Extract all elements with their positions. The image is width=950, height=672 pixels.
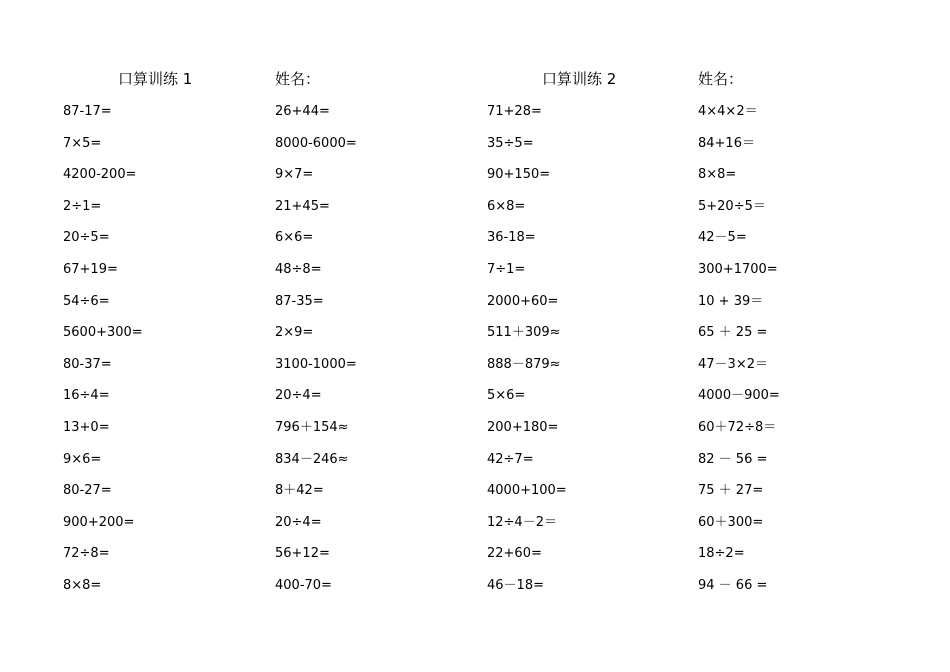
- problem-item: 82 － 56 =: [698, 451, 768, 467]
- sheet-2-problem-column-1: [487, 101, 677, 607]
- problem-item: 7÷1=: [487, 261, 526, 277]
- problem-item: 4000+100=: [487, 483, 567, 499]
- problem-item: 5+20÷5＝: [698, 198, 766, 214]
- problem-item: 8000-6000=: [275, 135, 357, 151]
- problem-item: 4000－900=: [698, 388, 780, 404]
- problem-item: 26+44=: [275, 104, 330, 119]
- problem-item: 7×5=: [63, 135, 102, 151]
- problem-item: 3100-1000=: [275, 356, 357, 372]
- problem-item: 67+19=: [63, 261, 118, 277]
- problem-item: 888－879≈: [487, 356, 561, 372]
- problem-item: 56+12=: [275, 546, 330, 562]
- problem-item: 21+45=: [275, 198, 330, 214]
- problem-item: 2000+60=: [487, 293, 559, 309]
- problem-item: 8＋42=: [275, 483, 324, 499]
- problem-item: 80-27=: [63, 483, 112, 499]
- problem-item: 8×8=: [698, 167, 737, 183]
- problem-item: 20÷4=: [275, 514, 322, 530]
- problem-item: 10 + 39＝: [698, 293, 764, 309]
- problem-item: 90+150=: [487, 167, 551, 183]
- problem-item: 6×6=: [275, 230, 314, 246]
- problem-item: 13+0=: [63, 419, 110, 435]
- problem-item: 47－3×2＝: [698, 356, 768, 372]
- sheet-1-problem-column-2: [275, 101, 465, 607]
- problem-item: 511＋309≈: [487, 325, 561, 341]
- problem-item: 54÷6=: [63, 293, 110, 309]
- problem-item: 48÷8=: [275, 261, 322, 277]
- problem-item: 20÷5=: [63, 230, 110, 246]
- problem-item: 94 － 66 =: [698, 577, 768, 593]
- problem-item: 71+28=: [487, 104, 542, 119]
- sheet-2-name-label: 姓名：: [698, 70, 744, 88]
- problem-item: 2×9=: [275, 325, 314, 341]
- problem-item: 36-18=: [487, 230, 536, 246]
- problem-item: 35÷5=: [487, 135, 534, 151]
- problem-item: 9×7=: [275, 167, 314, 183]
- problem-item: 2÷1=: [63, 198, 102, 214]
- problem-item: 84+16＝: [698, 135, 755, 151]
- problem-item: 4×4×2＝: [698, 104, 758, 119]
- sheet-2-title: 口算训练 2: [542, 70, 617, 88]
- problem-item: 80-37=: [63, 356, 112, 372]
- problem-item: 8×8=: [63, 577, 102, 593]
- problem-item: 60＋300=: [698, 514, 764, 530]
- sheet-2-problem-column-2: [698, 101, 888, 607]
- problem-item: 65 ＋ 25 =: [698, 325, 768, 341]
- problem-item: 60＋72÷8＝: [698, 419, 777, 435]
- problem-item: 5×6=: [487, 388, 526, 404]
- problem-item: 6×8=: [487, 198, 526, 214]
- problem-item: 72÷8=: [63, 546, 110, 562]
- problem-item: 9×6=: [63, 451, 102, 467]
- problem-item: 400-70=: [275, 577, 332, 593]
- problem-item: 20÷4=: [275, 388, 322, 404]
- problem-item: 900+200=: [63, 514, 135, 530]
- problem-item: 834－246≈: [275, 451, 349, 467]
- problem-item: 796＋154≈: [275, 419, 349, 435]
- problem-item: 22+60=: [487, 546, 542, 562]
- sheet-1-name-label: 姓名：: [275, 70, 321, 88]
- problem-item: 42－5=: [698, 230, 747, 246]
- problem-item: 4200-200=: [63, 167, 137, 183]
- problem-item: 5600+300=: [63, 325, 143, 341]
- problem-item: 300+1700=: [698, 261, 778, 277]
- problem-item: 16÷4=: [63, 388, 110, 404]
- sheet-1-title: 口算训练 1: [118, 70, 193, 88]
- problem-item: 75 ＋ 27=: [698, 483, 764, 499]
- problem-item: 46－18=: [487, 577, 544, 593]
- problem-item: 12÷4－2＝: [487, 514, 557, 530]
- problem-item: 42÷7=: [487, 451, 534, 467]
- sheet-1-problem-column-1: [63, 101, 253, 607]
- problem-item: 87-35=: [275, 293, 324, 309]
- problem-item: 87-17=: [63, 104, 112, 119]
- problem-item: 200+180=: [487, 419, 559, 435]
- problem-item: 18÷2=: [698, 546, 745, 562]
